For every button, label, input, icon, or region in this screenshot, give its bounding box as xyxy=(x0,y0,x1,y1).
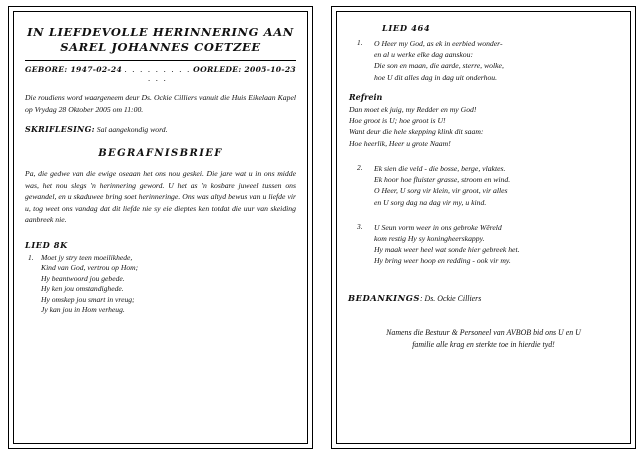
verse-line: Ek sien die veld - die bosse, berge, vlaktes. xyxy=(374,164,506,173)
verse-line: O Heer, U sorg vir klein, vir groot, vir alles xyxy=(374,186,508,196)
birth-date: 1947-02-24 xyxy=(70,65,123,74)
refrain-line: Want deur die hele skepping klink dit saam: xyxy=(349,127,484,137)
verse-line: Ek hoor hoe fluister grasse, stroom en wind. xyxy=(374,175,511,185)
memorial-title-line-1: IN LIEFDEVOLLE HERINNERING AAN xyxy=(27,25,294,39)
right-panel xyxy=(331,6,636,449)
closing-line: Namens die Bestuur & Personeel van AVBOB bid ons U en U xyxy=(386,327,581,337)
refrain-line: Hoe groot is U; hoe groot is U! xyxy=(349,116,446,126)
right-verse-lines-3 xyxy=(374,222,619,267)
left-verse-number-1: 1. xyxy=(28,252,34,262)
life-dates-row xyxy=(25,65,296,83)
verse-line: Hy omskep jou smart in vreug; xyxy=(41,294,135,304)
right-hymn-title: LIED 464 xyxy=(382,23,431,33)
left-hymn-verse-1 xyxy=(25,253,296,317)
left-hymn-title: LIED 8K xyxy=(25,239,68,250)
acknowledgements-label: BEDANKINGS xyxy=(348,292,420,303)
right-hymn-verse-2 xyxy=(348,163,619,208)
refrain-heading: Refrein xyxy=(349,91,383,102)
title-divider xyxy=(25,60,296,61)
memorial-title-line-2: SAREL JOHANNES COETZEE xyxy=(60,40,261,54)
verse-line: Hy bring weer hoop en redding - ook vir my. xyxy=(374,256,511,266)
right-verse-number-1: 1. xyxy=(357,38,363,47)
death-date: 2005-10-23 xyxy=(244,65,296,74)
left-panel-content xyxy=(13,11,308,444)
memorial-title-block xyxy=(25,25,296,55)
closing-message xyxy=(348,327,619,351)
death-label: OORLEDE: xyxy=(193,65,242,74)
verse-line: hoe U dit alles dag in dag uit onderhou. xyxy=(374,72,498,82)
verse-line: en al u werke elke dag aanskou: xyxy=(374,50,474,60)
scripture-value: Sal aangekondig word. xyxy=(96,125,168,134)
verse-line: Die son en maan, die aarde, sterre, wolke, xyxy=(374,61,504,71)
verse-line: Hy maak weer heel wat sonde hier gebreek het. xyxy=(374,245,520,255)
refrain-line: Hoe heerlik, Heer u grote Naam! xyxy=(349,138,451,148)
right-verse-number-2: 2. xyxy=(357,163,363,172)
funeral-letter-heading: BEGRAFNISBRIEF xyxy=(98,148,223,159)
right-verse-lines-1 xyxy=(374,38,619,83)
closing-line: familie alle krag en sterkte toe in hierdie tyd! xyxy=(412,339,555,349)
acknowledgements xyxy=(348,293,619,303)
verse-line: en U sorg dag na dag vir my, u kind. xyxy=(374,197,487,207)
left-panel xyxy=(8,6,313,449)
right-hymn-verse-3 xyxy=(348,222,619,267)
left-verse-lines-1 xyxy=(41,253,296,317)
verse-line: Moet jy stry teen moeilikhede, xyxy=(41,252,133,262)
acknowledgements-value: : Ds. Ockie Cilliers xyxy=(419,293,482,303)
verse-line: kom restig Hy sy koningheerskappy. xyxy=(374,234,485,244)
verse-line: Jy kan jou in Hom verheug. xyxy=(41,305,125,315)
refrain-lines xyxy=(349,104,619,149)
birth-label: GEBORE: xyxy=(25,65,68,74)
verse-line: Hy beantwoord jou gebede. xyxy=(41,273,125,283)
right-panel-content xyxy=(336,11,631,444)
right-verse-lines-2 xyxy=(374,163,619,208)
scripture-reading xyxy=(25,125,296,134)
dates-dots: . . . . . . . . . . . . xyxy=(124,65,191,83)
verse-line: Hy ken jou omstandighede. xyxy=(41,284,124,294)
verse-line: U Seun vorm weer in ons gebroke Wêreld xyxy=(374,222,502,232)
right-hymn-verse-1 xyxy=(348,38,619,83)
right-verse-number-3: 3. xyxy=(357,221,363,231)
scripture-label: SKRIFLESING: xyxy=(25,125,95,134)
verse-line: Kind van God, vertrou op Hom; xyxy=(41,263,139,273)
service-details-paragraph: Die roudiens word waargeneem deur Ds. Ockie Cilliers vanuit die Huis Eikelaan Kapel op Vrydag 28 Oktober 2005 om 11:00. xyxy=(25,93,296,114)
refrain-line: Dan moet ek juig, my Redder en my God! xyxy=(349,104,477,114)
funeral-letter-paragraph: Pa, die gedwe van die ewige oseaan het ons nou geskei. Die jare wat u in ons midde was, het nou slegs 'n herinnering geword. U het as 'n kosbare juweel tussen ons gewandel, en u skaduwee bring soet herinneringe. Ons was altyd bewus van u liefde vir u, tog weet ons vandag dat dit liefde nie sy eie dieptes ken totdat die uur van skeiding aanbreek nie. xyxy=(25,169,296,224)
verse-line: O Heer my God, as ek in eerbied wonder- xyxy=(374,39,503,48)
